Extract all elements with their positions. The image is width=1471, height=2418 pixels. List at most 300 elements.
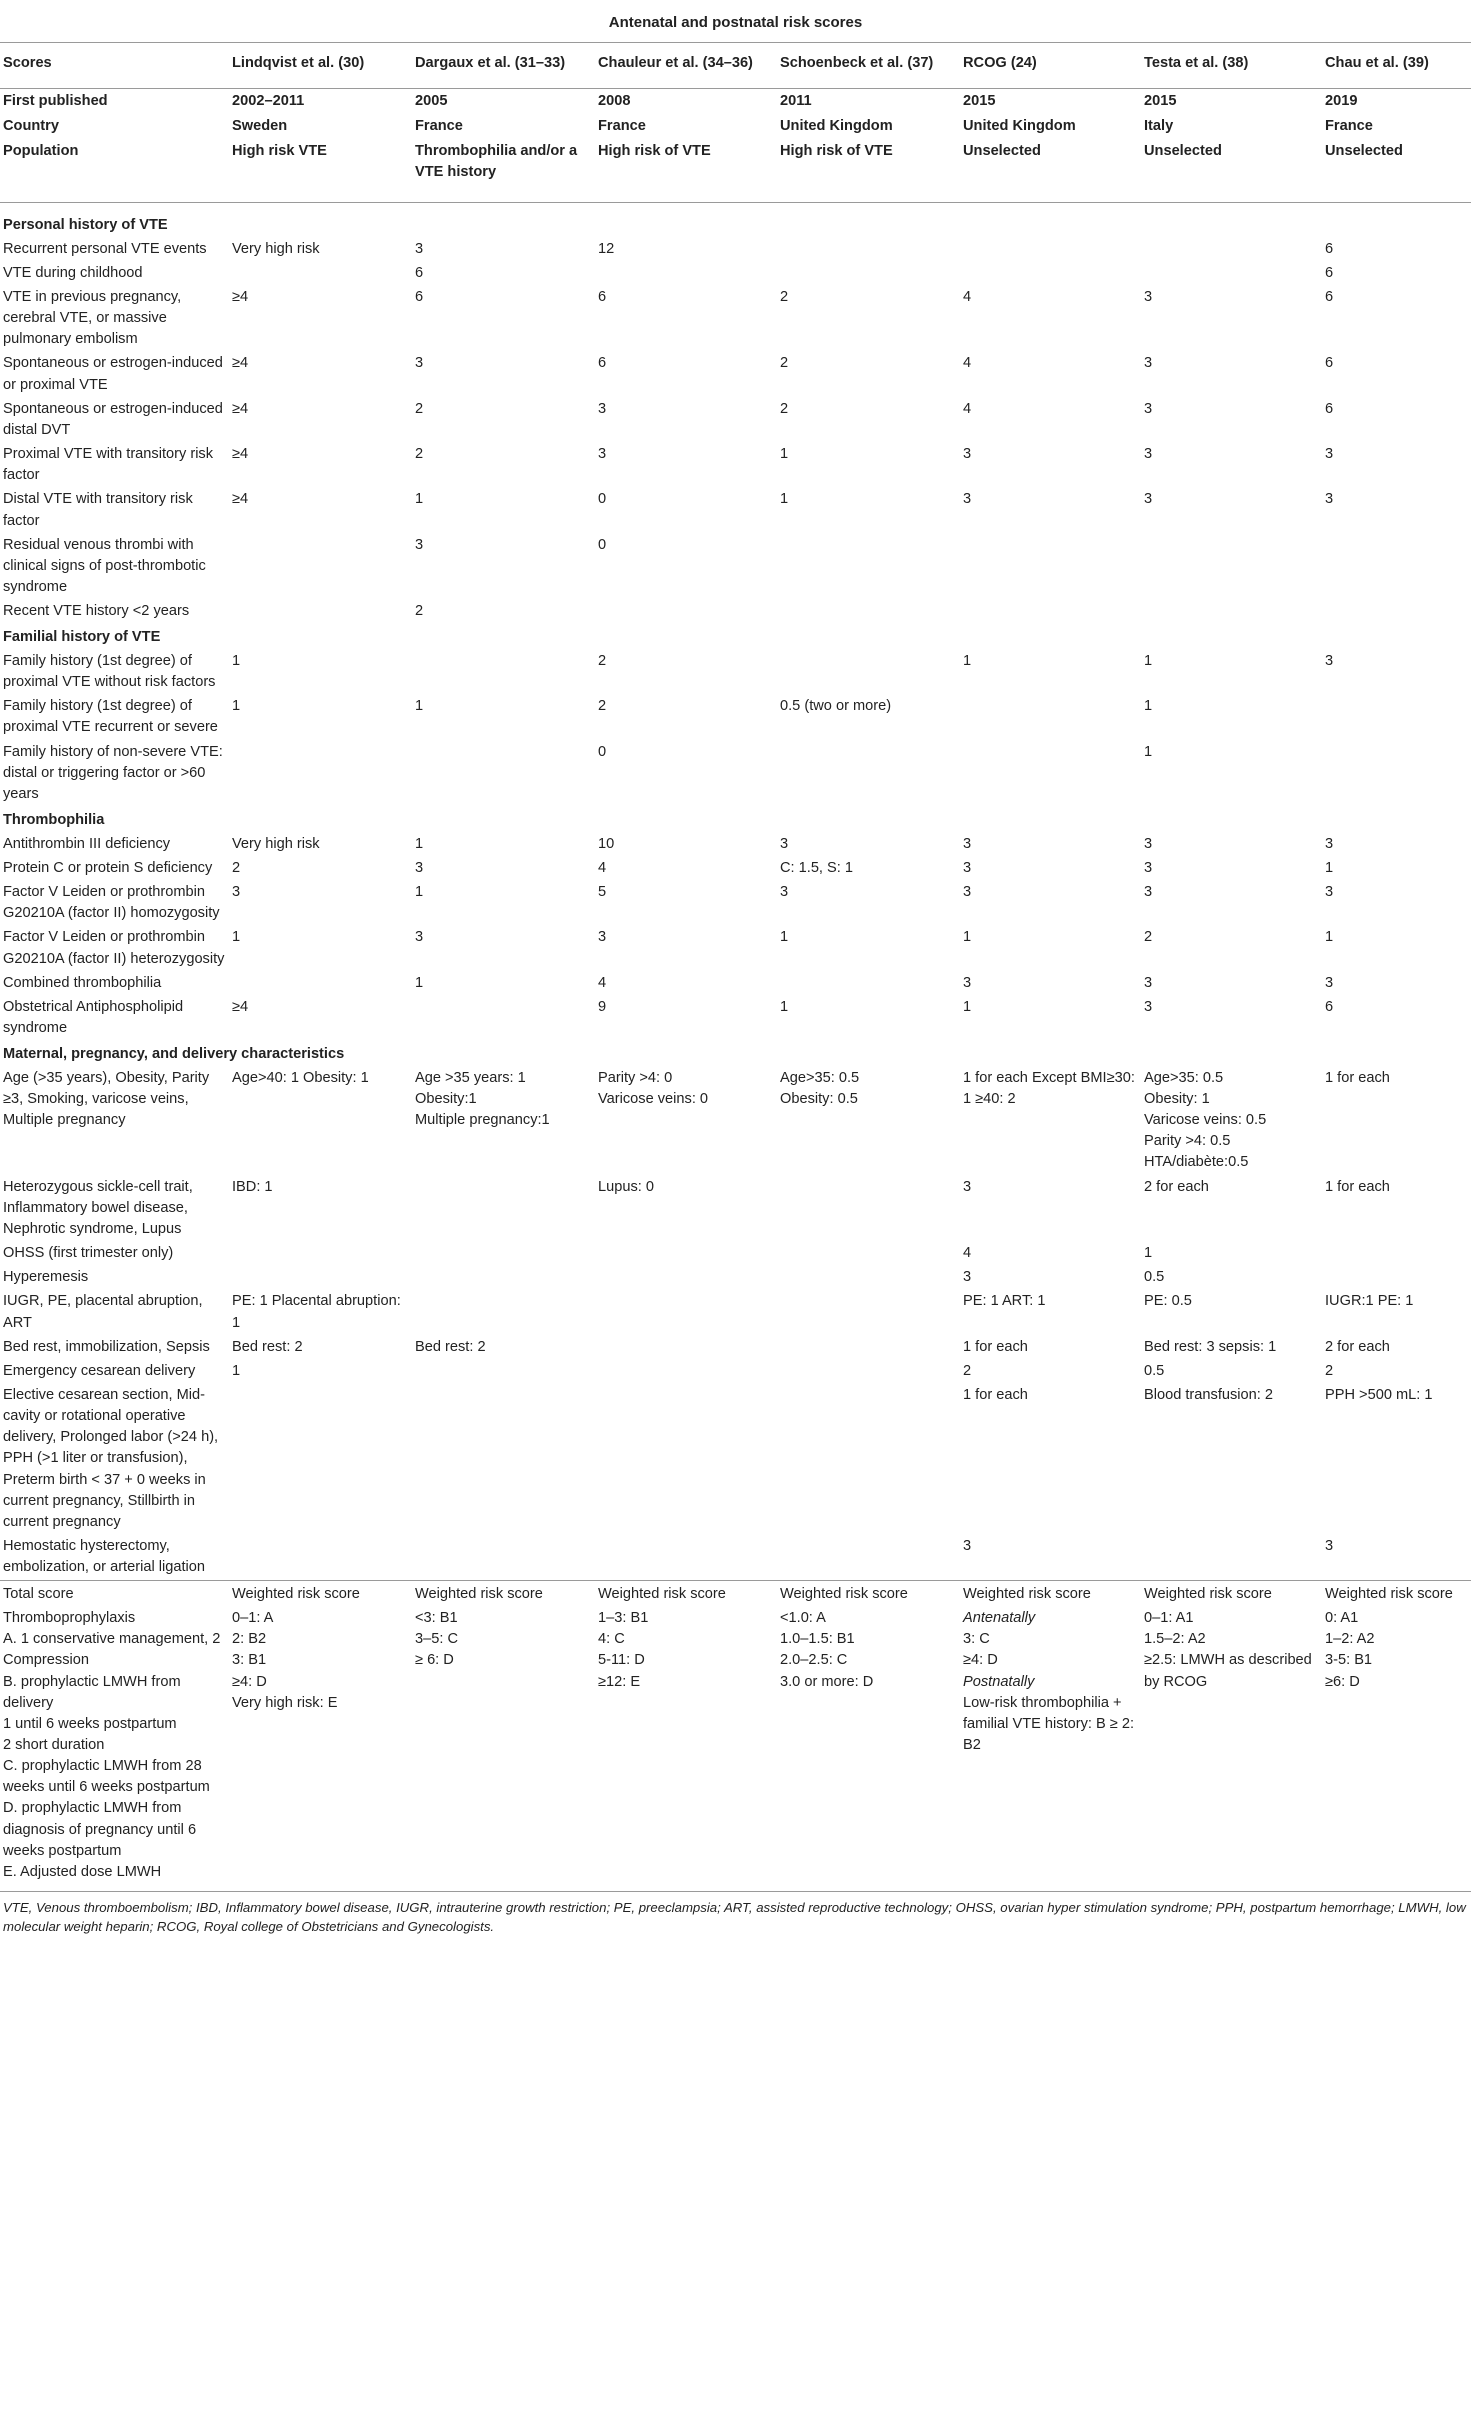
table-cell-text: 3 bbox=[1325, 884, 1334, 901]
table-cell-text: 3 bbox=[598, 929, 607, 946]
table-cell-text: 1 for each bbox=[1325, 1178, 1390, 1195]
table-cell bbox=[1325, 488, 1471, 533]
column-header bbox=[780, 43, 963, 89]
table-cell bbox=[963, 1175, 1144, 1241]
table-cell bbox=[1325, 695, 1471, 740]
risk-score-table bbox=[0, 43, 1471, 1885]
table-row bbox=[0, 832, 1471, 856]
table-cell bbox=[415, 926, 598, 971]
table-cell-text: Weighted risk score bbox=[780, 1585, 908, 1602]
table-cell bbox=[232, 740, 415, 806]
section-title bbox=[0, 1041, 1471, 1067]
table-cell-text: IBD: 1 bbox=[232, 1178, 273, 1195]
table-cell-text: 1 for each bbox=[963, 1387, 1028, 1403]
table-cell bbox=[1144, 88, 1325, 114]
table-cell-text: Unselected bbox=[1144, 143, 1222, 160]
table-cell bbox=[598, 286, 780, 352]
table-cell-text: 3 bbox=[963, 446, 972, 463]
table-cell bbox=[232, 286, 415, 352]
table-cell bbox=[963, 397, 1144, 442]
table-cell bbox=[963, 443, 1144, 488]
table-cell-text: 3 bbox=[963, 859, 972, 876]
table-cell bbox=[963, 695, 1144, 740]
row-label bbox=[0, 1290, 232, 1335]
table-cell-text: 6 bbox=[415, 264, 424, 281]
table-cell-text: 1 bbox=[415, 491, 424, 508]
table-cell-text: United Kingdom bbox=[963, 118, 1076, 135]
table-cell-text: 4 bbox=[598, 859, 607, 876]
table-row bbox=[0, 397, 1471, 442]
table-cell-text: 4 bbox=[963, 400, 972, 417]
table-cell-text: 2 bbox=[232, 859, 241, 876]
table-cell bbox=[1144, 1242, 1325, 1266]
table-cell bbox=[963, 1266, 1144, 1290]
table-cell bbox=[780, 971, 963, 995]
row-label bbox=[0, 488, 232, 533]
table-cell bbox=[232, 1290, 415, 1335]
table-cell-text: C: 1.5, S: 1 bbox=[780, 859, 854, 876]
table-cell bbox=[1325, 995, 1471, 1040]
legend-item: C. prophylactic LMWH from 28 weeks until 6 weeks postpartum bbox=[3, 1758, 210, 1796]
row-label-text: Residual venous thrombi with clinical signs of post-thrombotic syndrome bbox=[3, 536, 206, 596]
table-row bbox=[0, 1384, 1471, 1535]
table-row bbox=[0, 1175, 1471, 1241]
table-cell-text: 2 for each bbox=[1144, 1178, 1209, 1195]
column-header-text: Chauleur et al. (34–36) bbox=[598, 54, 753, 71]
table-cell bbox=[415, 1535, 598, 1581]
table-row bbox=[0, 600, 1471, 624]
table-cell bbox=[598, 832, 780, 856]
table-cell-text: 1 bbox=[232, 929, 241, 946]
row-label bbox=[0, 1580, 232, 1606]
table-cell-text: 3 bbox=[963, 491, 972, 508]
table-cell-text: United Kingdom bbox=[780, 118, 893, 135]
table-cell bbox=[232, 1535, 415, 1581]
column-header-text: Testa et al. (38) bbox=[1144, 54, 1249, 71]
table-cell bbox=[780, 1335, 963, 1359]
table-cell bbox=[780, 695, 963, 740]
table-cell-text: 1 bbox=[1144, 653, 1153, 669]
section-title-text: Thrombophilia bbox=[3, 811, 105, 828]
table-cell bbox=[232, 114, 415, 139]
table-cell-text: 2008 bbox=[598, 92, 631, 109]
table-cell bbox=[598, 971, 780, 995]
table-cell bbox=[1325, 881, 1471, 926]
table-cell bbox=[780, 533, 963, 599]
table-cell bbox=[1325, 1535, 1471, 1581]
table-cell bbox=[1144, 139, 1325, 202]
table-cell-text: 3 bbox=[415, 859, 424, 876]
table-cell bbox=[415, 261, 598, 285]
table-cell-text: 1 bbox=[780, 929, 789, 946]
table-cell bbox=[963, 650, 1144, 695]
table-cell-text: PE: 1 Placental abruption: 1 bbox=[232, 1293, 401, 1331]
thromboprophylaxis-label: Thromboprophylaxis bbox=[3, 1610, 136, 1627]
table-cell-text: 4 bbox=[963, 355, 972, 372]
table-cell-text: 1 bbox=[415, 974, 424, 991]
table-cell-text: 3 bbox=[780, 835, 789, 852]
table-cell-text: 1 bbox=[780, 446, 789, 463]
row-label-text: VTE in previous pregnancy, cerebral VTE, or massive pulmonary embolism bbox=[3, 289, 182, 348]
table-cell-text: 1 bbox=[232, 698, 241, 715]
table-cell-text: Sweden bbox=[232, 118, 288, 135]
table-cell-text: 9 bbox=[598, 998, 607, 1015]
section-title-text: Maternal, pregnancy, and delivery characteristics bbox=[3, 1045, 345, 1062]
table-cell bbox=[1144, 488, 1325, 533]
table-cell-text: 1 bbox=[232, 653, 241, 669]
table-cell bbox=[780, 443, 963, 488]
table-cell-text: 3 bbox=[1325, 974, 1334, 991]
column-header-text: Chau et al. (39) bbox=[1325, 54, 1429, 71]
column-header bbox=[232, 43, 415, 89]
row-label-text: Hyperemesis bbox=[3, 1269, 89, 1286]
table-cell bbox=[1325, 832, 1471, 856]
table-cell bbox=[598, 1266, 780, 1290]
table-caption: Antenatal and postnatal risk scores bbox=[0, 0, 1471, 43]
legend-item: 1 until 6 weeks postpartum bbox=[3, 1715, 177, 1732]
table-cell-text: 1 for each bbox=[963, 1338, 1028, 1355]
table-cell bbox=[415, 600, 598, 624]
table-cell bbox=[1325, 352, 1471, 397]
table-footnote: VTE, Venous thromboembolism; IBD, Inflammatory bowel disease, IUGR, intrauterine growth restriction; PE, preeclampsia; ART, assisted reproductive technology; OHSS, ovarian hyper stimulation syndrome; PPH, postpartum hemorrhage; LMWH, low molecular weight heparin; RCOG, Royal college of Obstetricians and Gynecologists. bbox=[0, 1891, 1471, 1936]
table-cell bbox=[415, 397, 598, 442]
table-cell-text: ≥4 bbox=[232, 998, 249, 1015]
table-cell-text: 3 bbox=[963, 835, 972, 852]
table-cell-text: ≥4 bbox=[232, 491, 249, 508]
table-cell bbox=[598, 139, 780, 202]
table-cell bbox=[415, 443, 598, 488]
column-header-text: Schoenbeck et al. (37) bbox=[780, 54, 934, 71]
table-cell-text: 1 for each bbox=[1325, 1069, 1390, 1086]
table-cell bbox=[1144, 443, 1325, 488]
row-label bbox=[0, 1175, 232, 1241]
table-cell-text: 3 bbox=[1144, 400, 1153, 417]
row-label-text: Factor V Leiden or prothrombin G20210A (factor II) homozygosity bbox=[3, 884, 220, 922]
table-cell-text: 6 bbox=[415, 289, 424, 305]
table-cell bbox=[963, 1066, 1144, 1175]
table-cell bbox=[963, 1535, 1144, 1581]
section-title-text: Personal history of VTE bbox=[3, 216, 168, 233]
table-cell bbox=[232, 1335, 415, 1359]
table-cell bbox=[1144, 1607, 1325, 1885]
table-cell bbox=[598, 695, 780, 740]
table-cell bbox=[780, 286, 963, 352]
column-header bbox=[598, 43, 780, 89]
table-cell-text: Age>35: 0.5 Obesity: 0.5 bbox=[780, 1069, 860, 1107]
table-cell bbox=[415, 352, 598, 397]
row-label-text: Hemostatic hysterectomy, embolization, or arterial ligation bbox=[3, 1538, 205, 1576]
table-row bbox=[0, 1066, 1471, 1175]
table-cell-text: 1 bbox=[415, 698, 424, 715]
table-cell bbox=[1144, 352, 1325, 397]
table-cell bbox=[780, 926, 963, 971]
table-cell bbox=[780, 600, 963, 624]
row-label bbox=[0, 856, 232, 880]
table-cell bbox=[780, 832, 963, 856]
table-cell bbox=[232, 1384, 415, 1535]
table-cell bbox=[415, 881, 598, 926]
table-cell bbox=[232, 261, 415, 285]
table-cell bbox=[780, 650, 963, 695]
table-cell bbox=[232, 695, 415, 740]
row-label-text: Recent VTE history <2 years bbox=[3, 603, 190, 620]
table-cell bbox=[598, 650, 780, 695]
table-cell bbox=[232, 971, 415, 995]
table-cell-text: 0.5 (two or more) bbox=[780, 698, 892, 715]
row-label bbox=[0, 1066, 232, 1175]
table-cell-text: ≥4 bbox=[232, 400, 249, 417]
column-header-text: Lindqvist et al. (30) bbox=[232, 54, 365, 71]
table-cell-text: 0 bbox=[598, 491, 607, 508]
table-cell-text: 2002–2011 bbox=[232, 92, 305, 109]
row-label-text: Combined thrombophilia bbox=[3, 974, 162, 991]
table-row bbox=[0, 1335, 1471, 1359]
row-label bbox=[0, 443, 232, 488]
table-cell bbox=[1144, 1066, 1325, 1175]
table-cell bbox=[598, 443, 780, 488]
table-cell-text: 4 bbox=[963, 289, 972, 305]
table-row bbox=[0, 1266, 1471, 1290]
row-label bbox=[0, 1359, 232, 1383]
table-cell bbox=[1325, 1607, 1471, 1885]
table-cell-text: 2 bbox=[598, 698, 607, 715]
table-cell-text: 3 bbox=[1144, 998, 1153, 1015]
table-cell bbox=[415, 1175, 598, 1241]
legend-item: D. prophylactic LMWH from diagnosis of pregnancy until 6 weeks postpartum bbox=[3, 1800, 197, 1859]
table-cell bbox=[598, 1580, 780, 1606]
column-header bbox=[963, 43, 1144, 89]
section-title-text: Familial history of VTE bbox=[3, 628, 161, 645]
table-cell bbox=[780, 881, 963, 926]
table-cell bbox=[963, 488, 1144, 533]
table-cell bbox=[232, 533, 415, 599]
table-cell bbox=[598, 88, 780, 114]
column-header bbox=[1144, 43, 1325, 89]
row-label bbox=[0, 1242, 232, 1266]
table-cell bbox=[963, 114, 1144, 139]
row-label-text: Recurrent personal VTE events bbox=[3, 240, 207, 257]
table-cell-text: 3 bbox=[1144, 491, 1153, 508]
table-cell bbox=[780, 139, 963, 202]
table-cell bbox=[232, 1242, 415, 1266]
table-cell bbox=[780, 237, 963, 261]
table-cell bbox=[232, 1607, 415, 1885]
table-cell bbox=[1325, 443, 1471, 488]
table-cell-text: High risk of VTE bbox=[780, 143, 893, 160]
table-cell-text: 0 bbox=[598, 536, 607, 553]
table-cell-text: 3 bbox=[963, 974, 972, 991]
table-cell bbox=[1325, 261, 1471, 285]
table-cell bbox=[598, 1290, 780, 1335]
table-cell bbox=[780, 397, 963, 442]
row-label-text: Family history (1st degree) of proximal VTE without risk factors bbox=[3, 653, 216, 691]
table-cell bbox=[963, 261, 1144, 285]
table-cell-text: 3 bbox=[598, 446, 607, 463]
table-cell-text: 1 bbox=[780, 491, 789, 508]
table-cell bbox=[415, 237, 598, 261]
table-cell-text: 0.5 bbox=[1144, 1362, 1165, 1379]
table-cell bbox=[963, 1359, 1144, 1383]
table-cell bbox=[598, 1335, 780, 1359]
row-label-text: Emergency cesarean delivery bbox=[3, 1362, 196, 1379]
table-cell-text: Weighted risk score bbox=[232, 1585, 360, 1602]
table-cell bbox=[780, 352, 963, 397]
row-label bbox=[0, 114, 232, 139]
table-cell bbox=[1144, 926, 1325, 971]
section-header-row bbox=[0, 1041, 1471, 1067]
section-title bbox=[0, 202, 1471, 237]
table-cell-text: IUGR:1 PE: 1 bbox=[1325, 1293, 1414, 1310]
table-cell-text: Very high risk bbox=[232, 835, 320, 852]
table-cell-text: 3 bbox=[232, 884, 241, 901]
section-header-row bbox=[0, 807, 1471, 833]
table-cell bbox=[415, 139, 598, 202]
table-cell bbox=[598, 237, 780, 261]
table-cell-text: 3 bbox=[415, 929, 424, 946]
table-cell-text: 6 bbox=[1325, 998, 1334, 1015]
table-cell-text: 3 bbox=[963, 1538, 972, 1555]
table-cell bbox=[415, 832, 598, 856]
table-cell-text: 3 bbox=[415, 355, 424, 372]
section-header-row bbox=[0, 624, 1471, 650]
table-cell-text: <1.0: A 1.0–1.5: B1 2.0–2.5: C 3.0 or more: D bbox=[780, 1610, 874, 1690]
table-cell bbox=[1325, 88, 1471, 114]
table-cell bbox=[1325, 1335, 1471, 1359]
legend-item: 2 short duration bbox=[3, 1737, 105, 1753]
table-cell bbox=[232, 488, 415, 533]
table-cell-text: 4 bbox=[598, 974, 607, 991]
table-cell bbox=[1325, 650, 1471, 695]
table-cell-text: Lupus: 0 bbox=[598, 1178, 654, 1195]
table-cell bbox=[415, 1384, 598, 1535]
section-title bbox=[0, 624, 1471, 650]
table-cell bbox=[415, 1607, 598, 1885]
table-cell bbox=[1325, 1290, 1471, 1335]
table-cell-text: 3 bbox=[1144, 884, 1153, 901]
table-cell-text: 1 bbox=[1144, 1245, 1153, 1262]
table-cell bbox=[1325, 397, 1471, 442]
table-cell-text: 3 bbox=[1325, 1538, 1334, 1555]
table-cell bbox=[598, 600, 780, 624]
table-cell-text: 2 bbox=[415, 446, 424, 463]
table-cell bbox=[232, 856, 415, 880]
table-cell-text: France bbox=[1325, 118, 1373, 135]
table-cell-text: 1–3: B1 4: C 5-11: D ≥12: E bbox=[598, 1610, 649, 1690]
row-label bbox=[0, 237, 232, 261]
row-label-text: Distal VTE with transitory risk factor bbox=[3, 491, 193, 529]
table-row bbox=[0, 650, 1471, 695]
postnatal-label: Postnatally bbox=[963, 1673, 1035, 1690]
row-label bbox=[0, 881, 232, 926]
table-cell bbox=[780, 488, 963, 533]
column-header-text: Scores bbox=[3, 54, 52, 71]
row-label bbox=[0, 695, 232, 740]
table-cell bbox=[232, 926, 415, 971]
table-cell bbox=[598, 856, 780, 880]
legend-item: A. 1 conservative management, 2 Compression bbox=[3, 1631, 221, 1669]
table-cell-text: 5 bbox=[598, 884, 607, 901]
table-cell-text: Unselected bbox=[1325, 143, 1403, 160]
table-cell bbox=[1325, 533, 1471, 599]
table-cell bbox=[415, 1580, 598, 1606]
table-cell bbox=[415, 971, 598, 995]
table-cell-text: 0.5 bbox=[1144, 1269, 1165, 1286]
table-cell bbox=[598, 1066, 780, 1175]
table-cell-text: 3 bbox=[1144, 835, 1153, 852]
table-cell-text: 2 for each bbox=[1325, 1338, 1390, 1355]
table-cell bbox=[1144, 881, 1325, 926]
row-label bbox=[0, 926, 232, 971]
column-header-text: Dargaux et al. (31–33) bbox=[415, 54, 566, 71]
table-cell bbox=[415, 695, 598, 740]
table-cell-text: Weighted risk score bbox=[1144, 1585, 1272, 1602]
table-cell-text: 6 bbox=[598, 355, 607, 372]
table-cell bbox=[232, 88, 415, 114]
table-row bbox=[0, 443, 1471, 488]
table-cell bbox=[1325, 1580, 1471, 1606]
table-cell-text: 2015 bbox=[963, 92, 996, 109]
table-cell bbox=[1144, 995, 1325, 1040]
table-row bbox=[0, 1290, 1471, 1335]
header-row bbox=[0, 43, 1471, 89]
table-cell-text: 3 bbox=[963, 1178, 972, 1195]
legend-item: B. prophylactic LMWH from delivery bbox=[3, 1673, 181, 1711]
table-cell bbox=[1144, 856, 1325, 880]
table-cell bbox=[780, 1607, 963, 1885]
row-label bbox=[0, 600, 232, 624]
table-cell-text: Weighted risk score bbox=[415, 1585, 543, 1602]
table-cell bbox=[963, 1580, 1144, 1606]
table-cell-text: 0 bbox=[598, 743, 607, 760]
table-cell bbox=[963, 139, 1144, 202]
table-cell bbox=[1325, 237, 1471, 261]
table-cell-text: 3 bbox=[1325, 835, 1334, 852]
table-cell-text: Bed rest: 2 bbox=[232, 1338, 303, 1355]
row-label-text: Factor V Leiden or prothrombin G20210A (factor II) heterozygosity bbox=[3, 929, 225, 967]
table-cell bbox=[598, 352, 780, 397]
table-cell-text: ≥4 bbox=[232, 446, 249, 463]
table-cell bbox=[598, 1175, 780, 1241]
section-header-row bbox=[0, 202, 1471, 237]
table-cell-text: 3 bbox=[1144, 355, 1153, 372]
meta-row bbox=[0, 114, 1471, 139]
table-row bbox=[0, 1535, 1471, 1581]
table-cell bbox=[1325, 139, 1471, 202]
table-cell bbox=[1144, 397, 1325, 442]
table-cell bbox=[1144, 1580, 1325, 1606]
table-cell-text: 6 bbox=[1325, 264, 1334, 281]
table-cell bbox=[780, 1290, 963, 1335]
table-cell bbox=[232, 1175, 415, 1241]
table-body bbox=[0, 88, 1471, 1884]
table-cell-text: 10 bbox=[598, 835, 615, 852]
table-cell-text: 0–1: A1 1.5–2: A2 ≥2.5: LMWH as described by RCOG bbox=[1144, 1610, 1312, 1690]
table-cell-text: 2 bbox=[415, 400, 424, 417]
table-cell-text: Italy bbox=[1144, 118, 1174, 135]
table-cell-text: 2015 bbox=[1144, 92, 1177, 109]
table-cell bbox=[963, 88, 1144, 114]
table-row bbox=[0, 740, 1471, 806]
table-cell bbox=[1325, 286, 1471, 352]
table-cell-text: Age>35: 0.5 Obesity: 1 Varicose veins: 0.5 Parity >4: 0.5 HTA/diabète:0.5 bbox=[1144, 1069, 1267, 1171]
table-cell bbox=[598, 488, 780, 533]
table-cell-text: Bed rest: 2 bbox=[415, 1338, 486, 1355]
table-cell bbox=[1144, 1175, 1325, 1241]
table-cell bbox=[1144, 600, 1325, 624]
row-label-text: Family history of non-severe VTE: distal or triggering factor or >60 years bbox=[3, 743, 223, 802]
table-cell-text: 1 bbox=[415, 835, 424, 852]
table-cell bbox=[963, 856, 1144, 880]
